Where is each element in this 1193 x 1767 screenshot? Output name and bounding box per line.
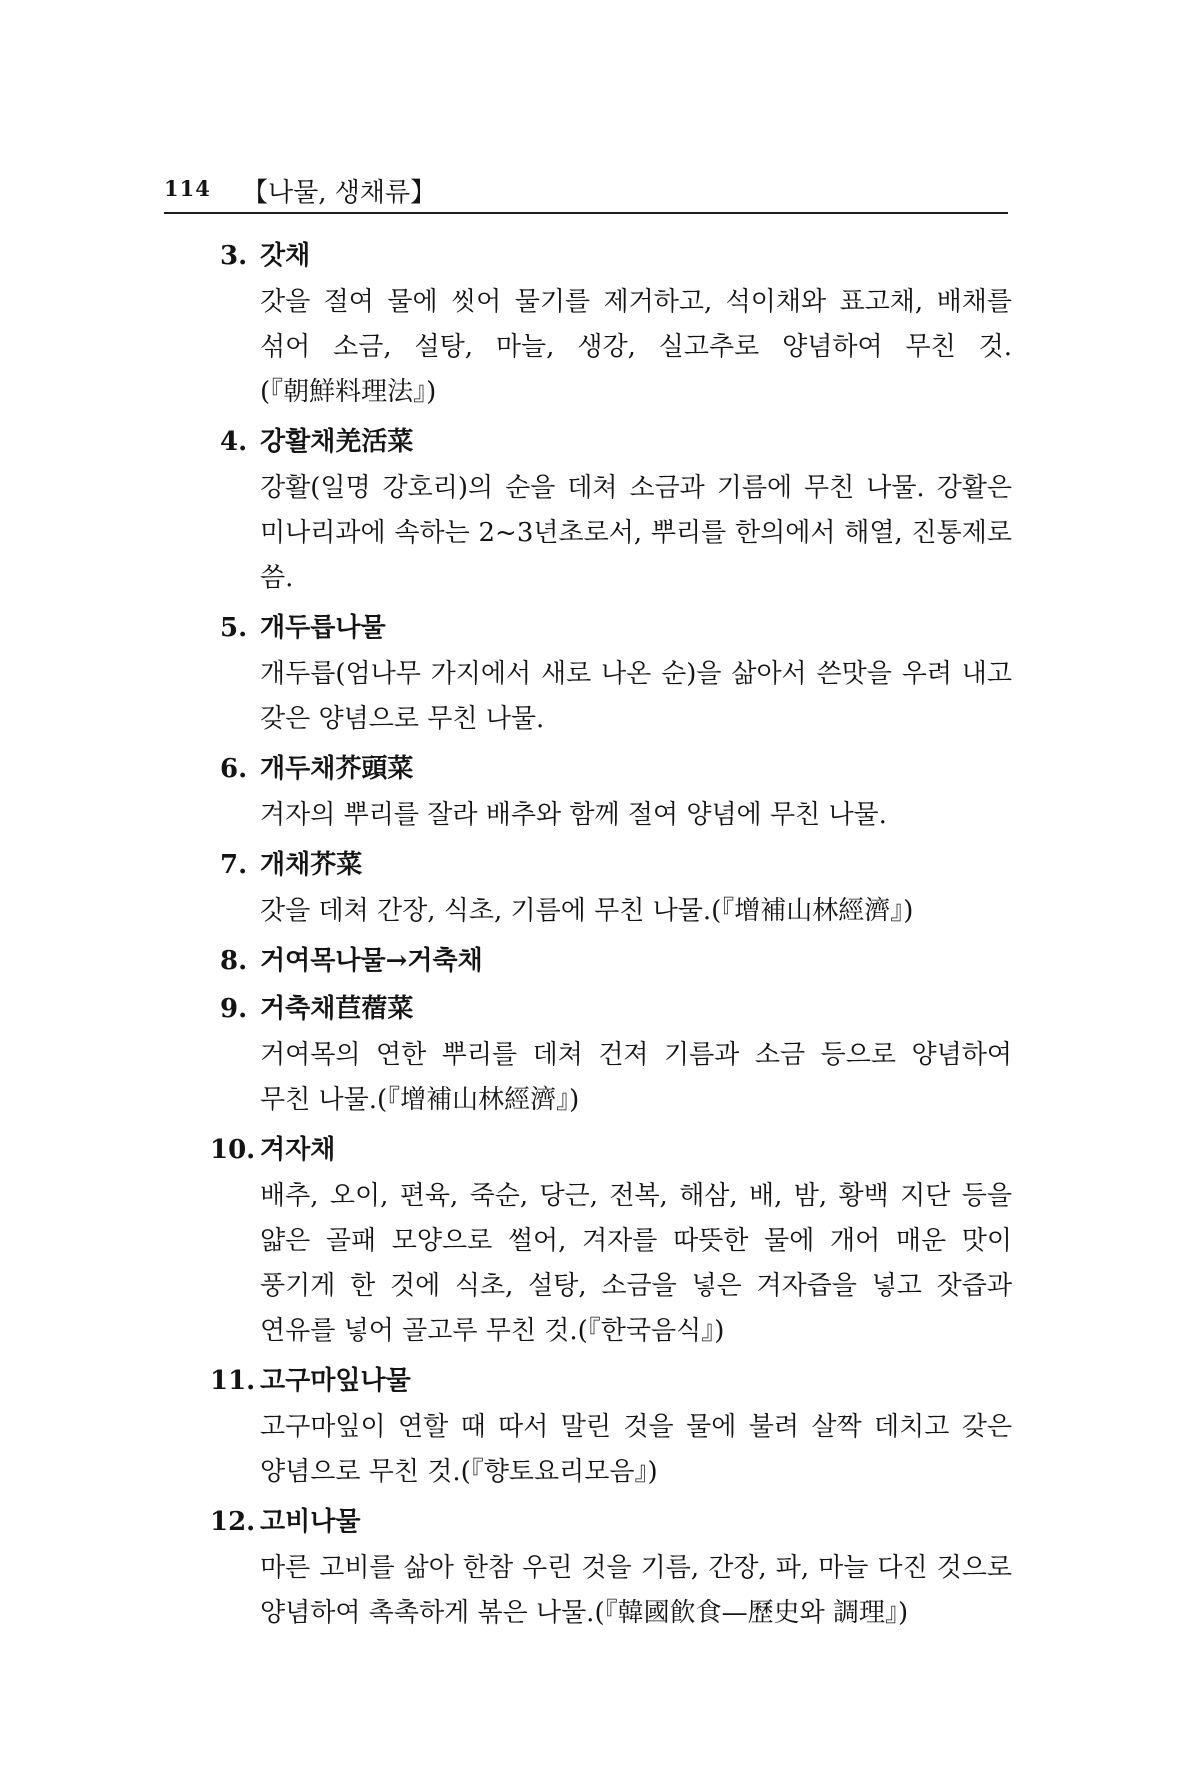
entry-number: 9.	[220, 994, 248, 1024]
entry-9	[0, 985, 1193, 1126]
entry-heading	[0, 1126, 1193, 1174]
entry-body: 고구마잎이 연할 때 따서 말린 것을 물에 불려 살짝 데치고 갖은 양념으로 무친 것.(『향토요리모음』)	[260, 1412, 1012, 1487]
entry-8	[0, 937, 1193, 985]
entry-heading	[0, 745, 1193, 793]
entry-title: 거여목나물→거축채	[260, 946, 483, 976]
entry-number: 8.	[220, 946, 248, 976]
entry-number: 6.	[220, 754, 248, 784]
entry-body: 겨자의 뿌리를 잘라 배추와 함께 절여 양념에 무친 나물.	[260, 800, 887, 830]
entry-7	[0, 841, 1193, 937]
entry-title: 강활채羌活菜	[260, 427, 414, 457]
entry-6	[0, 745, 1193, 841]
entry-body: 갓을 데쳐 간장, 식초, 기름에 무친 나물.(『增補山林經濟』)	[260, 896, 914, 926]
entry-body: 개두릅(엄나무 가지에서 새로 나온 순)을 삶아서 쓴맛을 우려 내고 갖은 양념으로 무친 나물.	[260, 659, 1012, 734]
entry-4	[0, 418, 1193, 604]
entry-title: 개두릅나물	[260, 613, 386, 643]
entry-heading	[0, 937, 1193, 985]
entry-5	[0, 604, 1193, 745]
page-number: 114	[164, 176, 211, 201]
entry-number: 4.	[220, 427, 248, 457]
entry-12	[0, 1498, 1193, 1639]
entry-body: 거여목의 연한 뿌리를 데쳐 건져 기름과 소금 등으로 양념하여 무친 나물.(『增補山林經濟』)	[260, 1040, 1012, 1115]
entry-title: 겨자채	[260, 1135, 336, 1165]
entry-heading	[0, 604, 1193, 652]
entry-10	[0, 1126, 1193, 1357]
entry-body: 마른 고비를 삶아 한참 우린 것을 기름, 간장, 파, 마늘 다진 것으로 양념하여 촉촉하게 볶은 나물.(『韓國飮食—歷史와 調理』)	[260, 1553, 1012, 1628]
entry-number: 11.	[210, 1366, 256, 1396]
entry-title: 고비나물	[260, 1507, 361, 1537]
entry-title: 고구마잎나물	[260, 1366, 411, 1396]
entry-number: 7.	[220, 850, 248, 880]
entry-heading	[0, 1498, 1193, 1546]
entry-title: 갓채	[260, 241, 311, 271]
entry-title: 개두채芥頭菜	[260, 754, 414, 784]
page-header	[164, 168, 1008, 214]
entry-body: 배추, 오이, 편육, 죽순, 당근, 전복, 해삼, 배, 밤, 황백 지단 등을 얇은 골패 모양으로 썰어, 겨자를 따뜻한 물에 개어 매운 맛이 풍기게 한 것에 식초, 설탕, 소금을 넣은 겨자즙을 넣고 잣즙과 연유를 넣어 골고루 무친 것.(『한국음식』)	[260, 1181, 1012, 1346]
entry-11	[0, 1357, 1193, 1498]
entry-number: 12.	[210, 1507, 256, 1537]
entry-heading	[0, 1357, 1193, 1405]
entry-body: 강활(일명 강호리)의 순을 데쳐 소금과 기름에 무친 나물. 강활은 미나리과에 속하는 2~3년초로서, 뿌리를 한의에서 해열, 진통제로 씀.	[260, 473, 1012, 593]
entry-heading	[0, 418, 1193, 466]
entry-heading	[0, 232, 1193, 280]
entry-number: 3.	[220, 241, 248, 271]
entry-list	[0, 232, 1193, 1639]
section-title: 【나물, 생채류】	[242, 178, 437, 208]
entry-3	[0, 232, 1193, 418]
entry-number: 5.	[220, 613, 248, 643]
entry-body: 갓을 절여 물에 씻어 물기를 제거하고, 석이채와 표고채, 배채를 섞어 소금, 설탕, 마늘, 생강, 실고추로 양념하여 무친 것.(『朝鮮料理法』)	[260, 287, 1012, 407]
entry-title: 거축채苣蓿菜	[260, 994, 414, 1024]
entry-number: 10.	[210, 1135, 256, 1165]
entry-heading	[0, 985, 1193, 1033]
entry-title: 개채芥菜	[260, 850, 363, 880]
entry-heading	[0, 841, 1193, 889]
